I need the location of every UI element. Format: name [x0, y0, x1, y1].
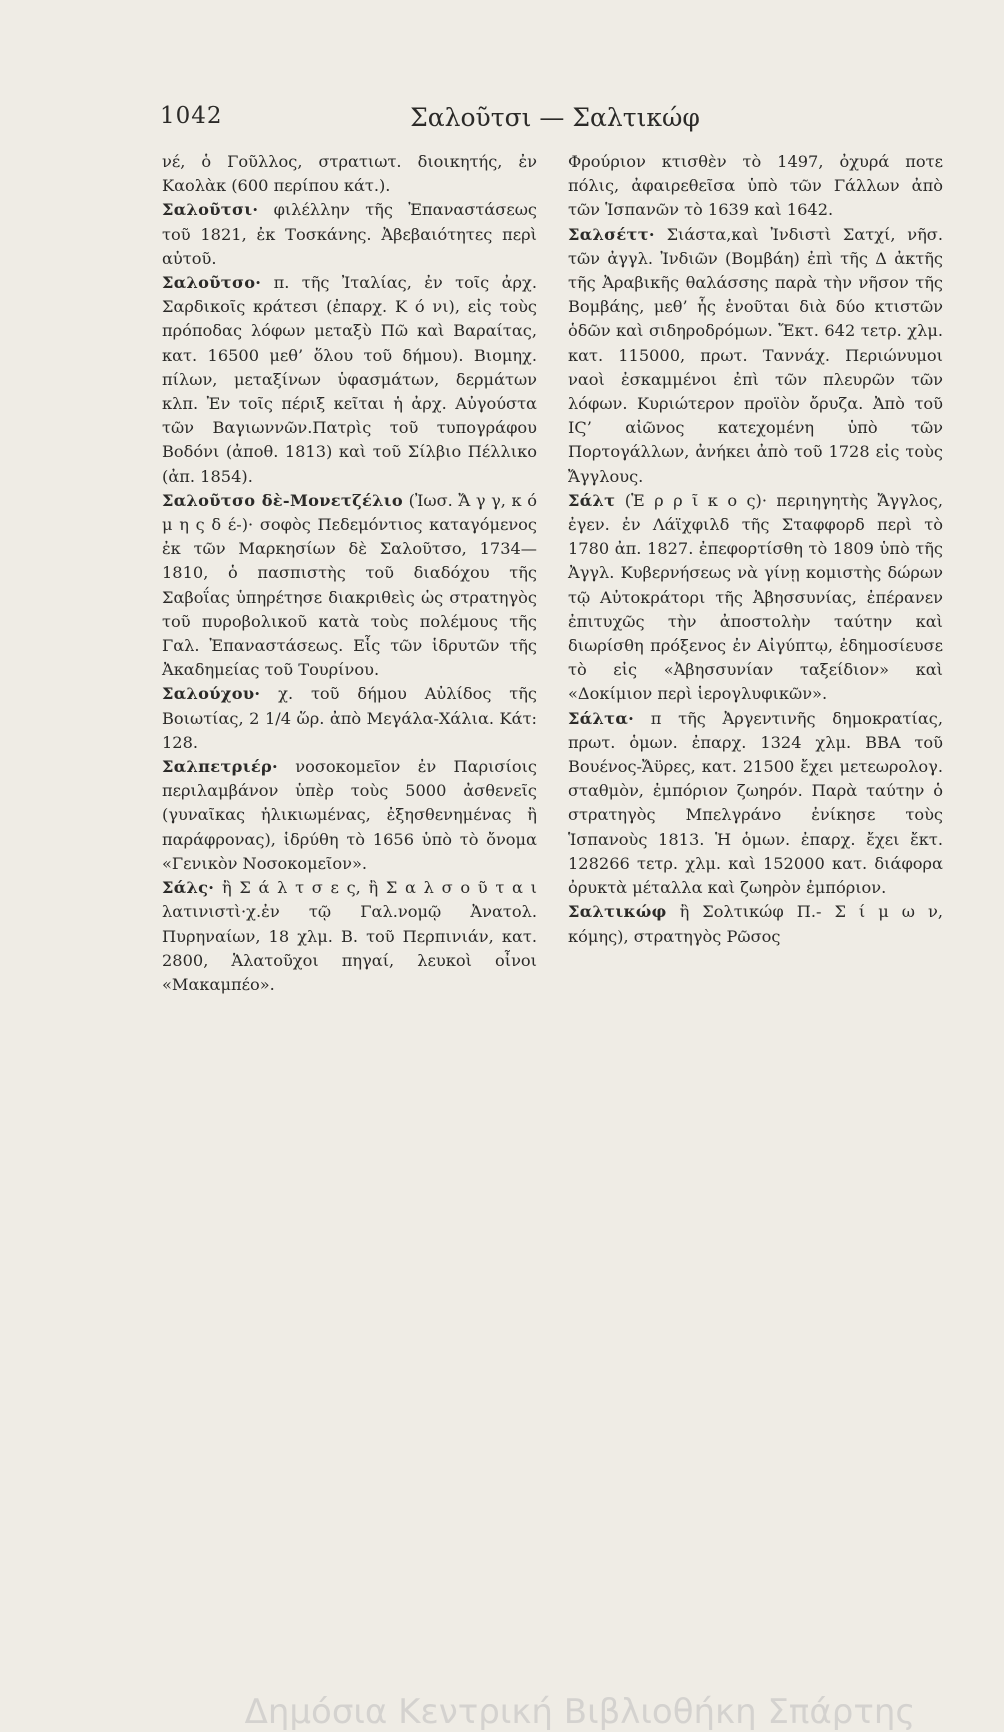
headword: Σαλοῦτσι· [162, 200, 259, 220]
right-column [568, 150, 943, 949]
headword: Σαλοῦτσο· [162, 273, 262, 293]
left-column [162, 150, 537, 997]
running-title: Σαλοῦτσι — Σαλτικώφ [410, 103, 700, 132]
page-header [160, 103, 950, 143]
entry [162, 271, 537, 489]
entry [568, 223, 943, 489]
entry-text: ἢ Σ ά λ τ σ ε ς, ἢ Σ α λ σ ο ῦ τ α ι λατινιστὶ·χ.ἐν τῷ Γαλ.νομῷ Ἀνατολ. Πυρηναίων, 18 χλμ. Β. τοῦ Περπινιάν, κατ. 2800, Ἁλατοῦχοι πηγαί, λευκοὶ οἶνοι «Μακαμπέο». [162, 878, 537, 994]
entry-text: φιλέλλην τῆς Ἐπαναστάσεως τοῦ 1821, ἐκ Τοσκάνης. Ἀβεβαιότητες περὶ αὐτοῦ. [162, 200, 537, 268]
headword: Σαλτικώφ [568, 902, 667, 922]
entry [162, 755, 537, 876]
entry [568, 900, 943, 948]
entry-text: ἢ Σολτικώφ Π.- Σ ί μ ω ν, κόμης), στρατηγὸς Ρῶσος [568, 902, 943, 946]
entry-text: νοσοκομεῖον ἐν Παρισίοις περιλαμβάνον ὑπὲρ τοὺς 5000 ἀσθενεῖς (γυναῖκας ἡλικιωμένας, ἐξησθενημένας ἢ παράφρονας), ἱδρύθη τὸ 1656 ὑπὸ τὸ ὄνομα «Γενικὸν Νοσοκομεῖον». [162, 757, 537, 873]
entry [568, 707, 943, 901]
entry [162, 150, 537, 198]
entry-text: Σιάστα,καὶ Ἰνδιστὶ Σατχί, νῆσ. τῶν ἀγγλ. Ἰνδιῶν (Βομβάη) ἐπὶ τῆς Δ ἀκτῆς τῆς Ἀραβικῆς θαλάσσης παρὰ τὴν νῆσον τῆς Βομβάης, μεθ’ ἧς ἑνοῦται διὰ δύο κτιστῶν ὁδῶν καὶ σιδηροδρόμων. Ἔκτ. 642 τετρ. χλμ. κατ. 115000, πρωτ. Ταννάχ. Περιώνυμοι ναοὶ ἐσκαμμένοι ἐπὶ τῶν πλευρῶν τῶν λόφων. Κυριώτερον προϊὸν ὄρυζα. Ἀπὸ τοῦ ΙϚ’ αἰῶνος κατεχομένη ὑπὸ τῶν Πορτογάλλων, ἀνήκει ἀπὸ τοῦ 1728 εἰς τοὺς Ἄγγλους. [568, 224, 943, 486]
headword: Σάλτα· [568, 708, 635, 728]
entry [162, 876, 537, 997]
page-number: 1042 [160, 103, 223, 129]
headword: Σάλς· [162, 878, 215, 898]
entry [162, 489, 537, 683]
library-watermark: Δημόσια Κεντρική Βιβλιοθήκη Σπάρτης [244, 1692, 916, 1732]
headword: Σάλτ [568, 490, 616, 510]
headword: Σαλούχου· [162, 684, 261, 704]
entry-text: π. τῆς Ἰταλίας, ἐν τοῖς ἀρχ. Σαρδικοῖς κράτεσι (ἐπαρχ. Κ ό νι), εἰς τοὺς πρόποδας λόφων μεταξὺ Πῶ καὶ Βαραίτας, κατ. 16500 μεθ’ ὅλου τοῦ δήμου). Βιομηχ. πίλων, μεταξίνων ὑφασμάτων, δερμάτων κλπ. Ἐν τοῖς πέριξ κεῖται ἡ ἀρχ. Αὐγούστα τῶν Βαγιωννῶν.Πατρὶς τοῦ τυπογράφου Βοδόνι (ἀποθ. 1813) καὶ τοῦ Σίλβιο Πέλλικο (ἀπ. 1854). [162, 273, 537, 486]
entry-text: (Ἰωσ. Ἄ γ γ, κ ό μ η ς δ έ-)· σοφὸς Πεδεμόντιος καταγόμενος ἐκ τῶν Μαρκησίων δὲ Σαλοῦτσο, 1734—1810, ὁ πασπιστὴς τοῦ διαδόχου τῆς Σαβοΐας ὑπηρέτησε διακριθεὶς ὡς στρατηγὸς τοῦ πυροβολικοῦ κατὰ τοὺς πολέμους τῆς Γαλ. Ἐπαναστάσεως. Εἷς τῶν ἱδρυτῶν τῆς Ἀκαδημείας τοῦ Τουρίνου. [162, 490, 538, 680]
headword: Σαλπετριέρ· [162, 757, 278, 777]
entry [162, 198, 537, 271]
entry-text: νέ, ὁ Γοῦλλος, στρατιωτ. διοικητής, ἐν Καολὰκ (600 περίπου κάτ.). [162, 152, 537, 196]
entry [162, 682, 537, 755]
headword: Σαλσέττ· [568, 224, 655, 244]
entry-text: (Ἑ ρ ρ ῖ κ ο ς)· περιηγητὴς Ἄγγλος, ἐγεν. ἐν Λάϊχφιλδ τῆς Σταφφορδ περὶ τὸ 1780 ἀπ. 1827. ἐπεφορτίσθη τὸ 1809 ὑπὸ τῆς Ἀγγλ. Κυβερνήσεως νὰ γίνῃ κομιστὴς δώρων τῷ Αὐτοκράτορι τῆς Ἀβησσυνίας, ἐπέρανεν ἐπιτυχῶς τὴν ἀποστολὴν ταύτην καὶ διωρίσθη πρόξενος ἐν Αἰγύπτῳ, ἐδημοσίευσε τὸ εἰς «Ἀβησσυνίαν ταξείδιον» καὶ «Δοκίμιον περὶ ἱερογλυφικῶν». [568, 490, 943, 704]
entry-text: Φρούριον κτισθὲν τὸ 1497, ὀχυρά ποτε πόλις, ἀφαιρεθεῖσα ὑπὸ τῶν Γάλλων ἀπὸ τῶν Ἱσπανῶν τὸ 1639 καὶ 1642. [568, 152, 943, 220]
entry-text: π τῆς Ἀργεντινῆς δημοκρατίας, πρωτ. ὁμων. ἐπαρχ. 1324 χλμ. ΒΒΑ τοῦ Βουένος-Ἄϋρες, κατ. 21500 ἔχει μετεωρολογ. σταθμὸν, ἐμπόριον ζωηρόν. Παρὰ ταύτην ὁ στρατηγὸς Μπελγράνο ἐνίκησε τοὺς Ἱσπανοὺς 1813. Ἡ ὁμων. ἐπαρχ. ἔχει ἔκτ. 128266 τετρ. χλμ. καὶ 152000 κατ. διάφορα ὀρυκτὰ μέταλλα καὶ ζωηρὸν ἐμπόριον. [568, 708, 943, 898]
entry [568, 150, 943, 223]
entry-text: χ. τοῦ δήμου Αὐλίδος τῆς Βοιωτίας, 2 1/4 ὥρ. ἀπὸ Μεγάλα-Χάλια. Κάτ: 128. [162, 684, 537, 752]
entry [568, 489, 943, 707]
headword: Σαλοῦτσο δὲ-Μονετζέλιο [162, 490, 404, 510]
